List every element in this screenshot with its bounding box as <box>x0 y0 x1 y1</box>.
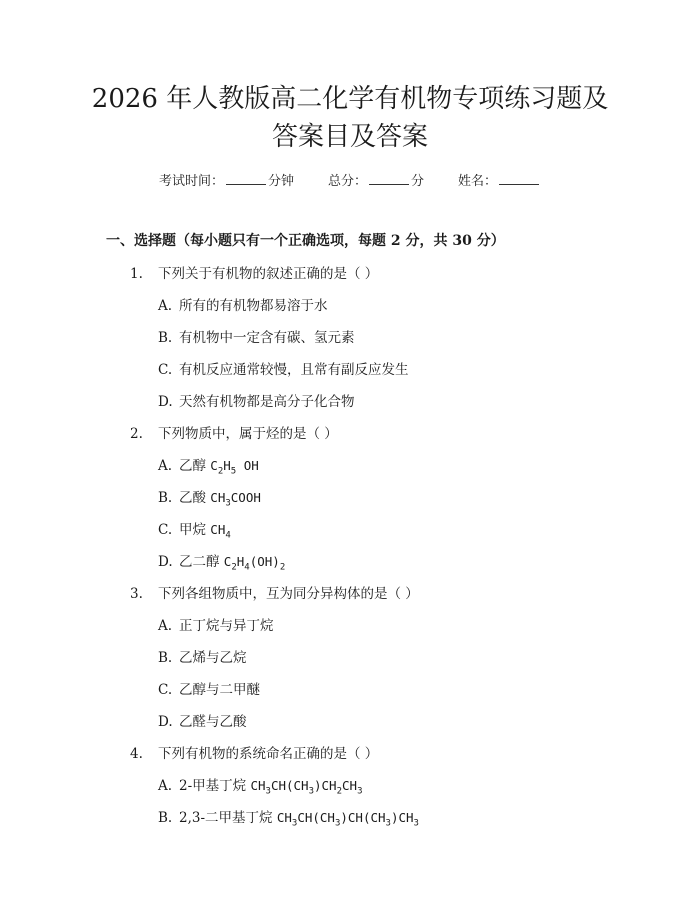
option-letter: C. <box>158 522 173 538</box>
option-text: 正丁烷与异丁烷 <box>179 618 274 634</box>
time-label: 考试时间： <box>158 174 224 189</box>
option-1d <box>158 390 355 410</box>
option-2a <box>158 454 259 477</box>
option-1a <box>158 294 328 314</box>
question-3 <box>130 582 419 602</box>
exam-time-field <box>159 170 294 189</box>
name-field <box>458 170 541 189</box>
title-line-2: 答案目及答案 <box>271 122 428 152</box>
chemical-formula: $C_2H_5$ OH <box>210 458 259 477</box>
score-unit: 分 <box>411 174 425 189</box>
option-text: 天然有机物都是高分子化合物 <box>179 394 355 410</box>
option-3b <box>158 646 247 666</box>
question-2 <box>130 422 338 442</box>
question-text: 下列各组物质中，互为同分异构体的是（ ） <box>158 586 419 602</box>
option-1b <box>158 326 355 346</box>
option-text: 有机物中一定含有碳、氢元素 <box>179 330 355 346</box>
option-letter: A. <box>158 778 173 794</box>
option-text: 乙二醇 <box>179 554 224 570</box>
option-2d <box>158 550 285 573</box>
option-letter: C. <box>158 362 173 378</box>
question-number: 2. <box>130 426 143 442</box>
time-unit: 分钟 <box>267 174 294 189</box>
question-number: 1. <box>130 266 143 282</box>
option-text: 乙醇与二甲醚 <box>179 682 260 698</box>
option-4b <box>158 806 419 829</box>
option-text: 乙醇 <box>179 458 211 474</box>
chemical-formula: $C_2H_4(OH)_2$ <box>223 554 286 573</box>
chemical-formula: $CH_3CH(CH_3)CH(CH_3)CH_3$ <box>276 810 419 829</box>
option-letter: B. <box>158 650 173 666</box>
section-heading: 一、选择题（每小题只有一个正确选项，每题 2 分，共 30 分） <box>106 233 505 249</box>
option-letter: B. <box>158 810 173 826</box>
option-letter: A. <box>158 618 173 634</box>
name-blank <box>499 172 539 185</box>
chemical-formula: $CH_4$ <box>210 522 231 541</box>
time-blank <box>226 172 266 185</box>
question-number: 3. <box>130 586 143 602</box>
option-3d <box>158 710 247 730</box>
option-text: 乙醛与乙酸 <box>179 714 247 730</box>
chemical-formula: $CH_3COOH$ <box>210 490 261 509</box>
option-4a <box>158 774 362 797</box>
option-text: 乙烯与乙烷 <box>179 650 247 666</box>
option-text: 有机反应通常较慢，且常有副反应发生 <box>179 362 409 378</box>
option-letter: B. <box>158 330 173 346</box>
question-text: 下列关于有机物的叙述正确的是（ ） <box>158 266 379 282</box>
option-letter: D. <box>158 394 173 410</box>
exam-info-bar <box>0 170 700 189</box>
title-line-1: 2026 年人教版高二化学有机物专项练习题及 <box>91 84 609 114</box>
question-text: 下列物质中，属于烃的是（ ） <box>158 426 338 442</box>
chemical-formula: $CH_3CH(CH_3)CH_2CH_3$ <box>250 778 363 797</box>
option-letter: C. <box>158 682 173 698</box>
option-text: 乙酸 <box>179 490 211 506</box>
question-text: 下列有机物的系统命名正确的是（ ） <box>158 746 379 762</box>
score-blank <box>369 172 409 185</box>
option-text: 2-甲基丁烷 <box>179 778 251 794</box>
option-text: 甲烷 <box>179 522 211 538</box>
option-letter: A. <box>158 298 173 314</box>
question-1 <box>130 262 378 282</box>
option-letter: B. <box>158 490 173 506</box>
total-score-field <box>328 170 424 189</box>
option-2c <box>158 518 231 541</box>
option-3a <box>158 614 274 634</box>
score-label: 总分： <box>327 174 367 189</box>
name-label: 姓名： <box>458 174 498 189</box>
question-4 <box>130 742 378 762</box>
option-2b <box>158 486 261 509</box>
question-number: 4. <box>130 746 143 762</box>
option-text: 2,3-二甲基丁烷 <box>179 810 277 826</box>
document-title <box>0 80 700 156</box>
option-3c <box>158 678 260 698</box>
option-letter: A. <box>158 458 173 474</box>
option-1c <box>158 358 409 378</box>
option-text: 所有的有机物都易溶于水 <box>179 298 328 314</box>
option-letter: D. <box>158 554 173 570</box>
option-letter: D. <box>158 714 173 730</box>
